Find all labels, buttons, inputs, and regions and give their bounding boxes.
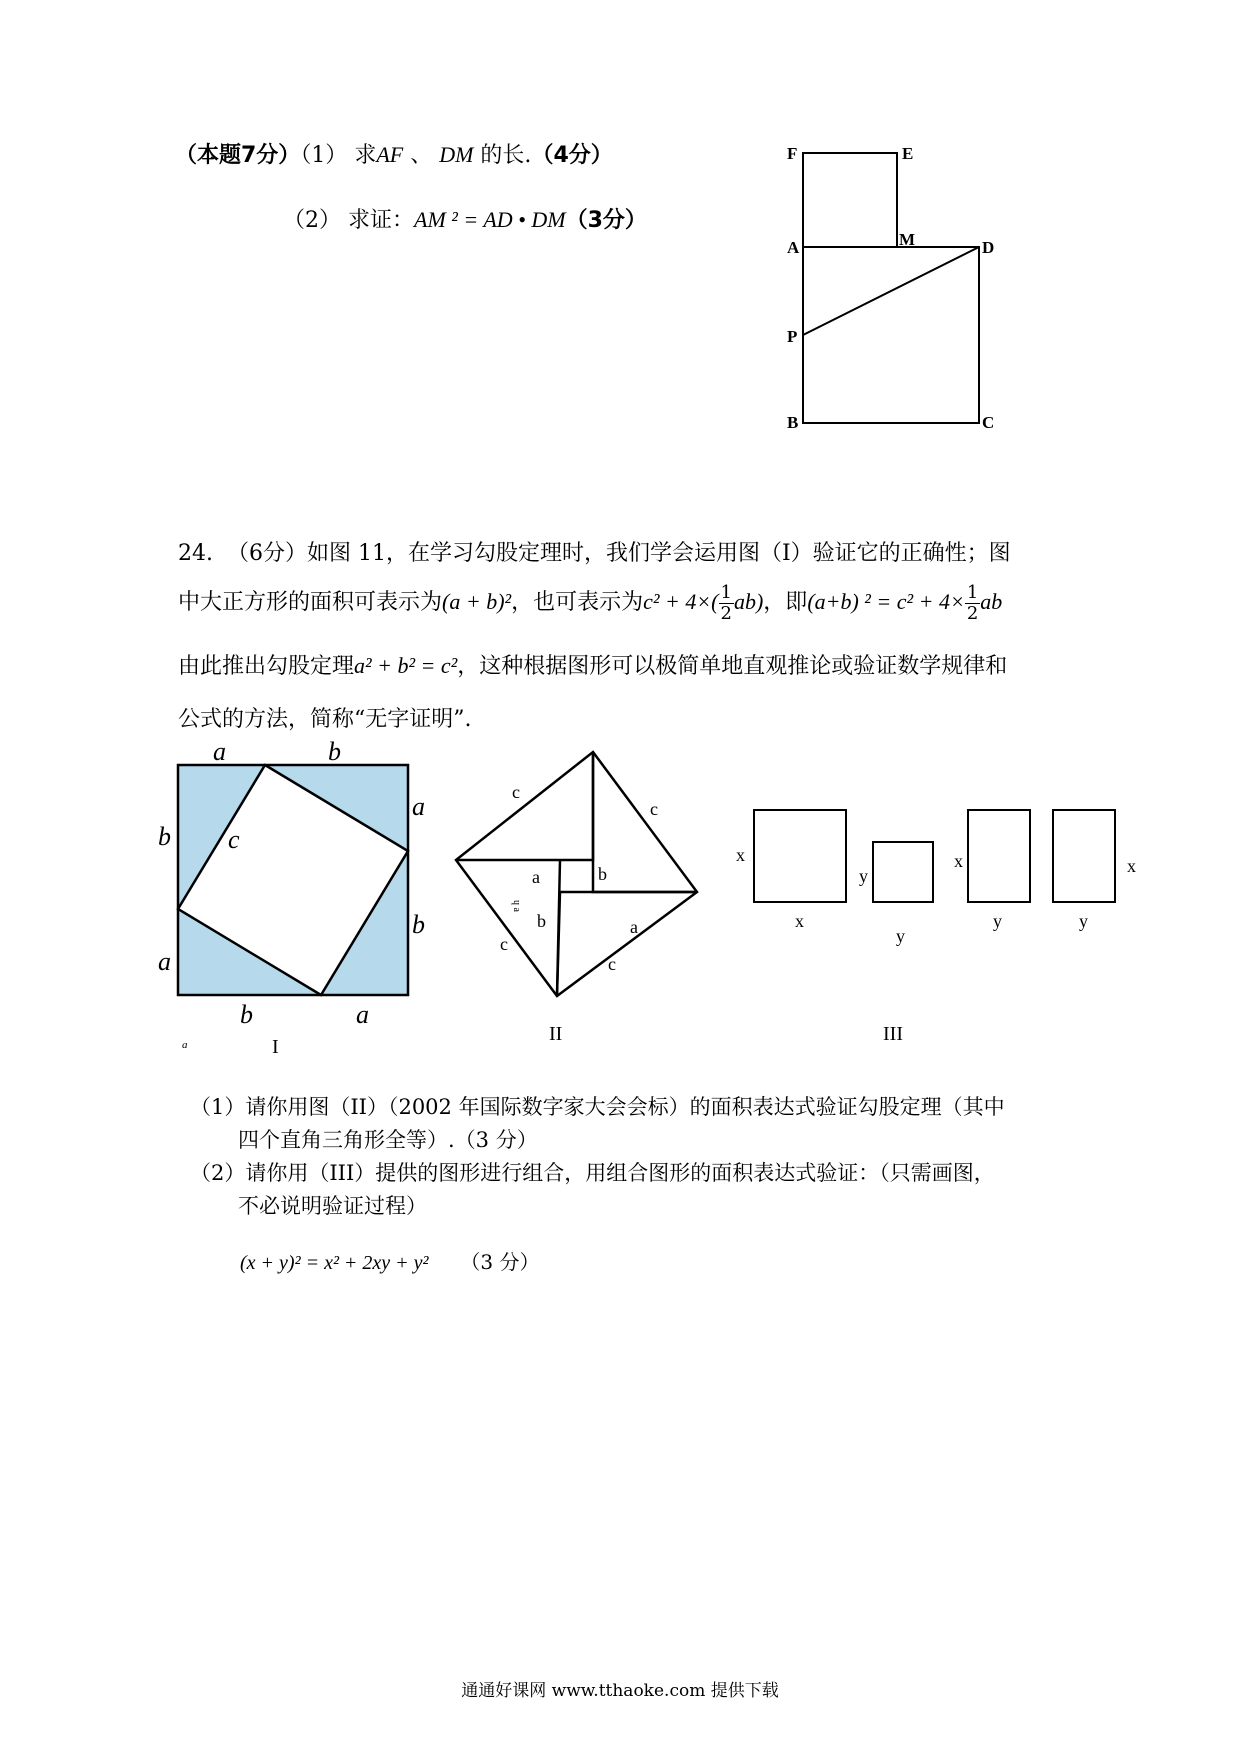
q24-f2b: ab) [733, 589, 764, 614]
rect-xy-1 [968, 810, 1030, 902]
fig2-c3: c [500, 934, 508, 954]
fig3-x3: x [954, 851, 963, 871]
q24-line2-b: ，也可表示为 [511, 590, 644, 615]
fig1-caption: I [272, 1036, 279, 1058]
q24-sub1-num: （1） [190, 1095, 246, 1119]
fig2-small-mark: ɥ a [511, 900, 522, 912]
q23-part1-score: （4分） [531, 143, 613, 168]
q23-part2-num: （2） [283, 208, 341, 233]
rect-xy-2 [1053, 810, 1115, 902]
q23-figure [770, 135, 1010, 435]
fig1-small-a: a [182, 1039, 188, 1051]
q23-part1-tail: 的长. [473, 143, 532, 168]
fig1-top-b: b [328, 740, 341, 766]
fig2-caption: II [549, 1023, 563, 1045]
q24-line3-a: 由此推出勾股定理 [178, 654, 355, 679]
q24-sub1 [190, 1092, 1120, 1123]
fig3-caption: III [883, 1023, 903, 1045]
q24-sub2-num: （2） [190, 1161, 246, 1185]
fig1-right-b: b [412, 910, 425, 939]
q24-sub1-text2: 四个直角三角形全等）.（3 分） [238, 1128, 538, 1152]
q24-line4-text: 公式的方法，简称“无字证明”. [178, 707, 472, 732]
q24-line3-formula: a² + b² = c² [354, 653, 458, 678]
page-footer: 通通好课网 www.tthaoke.com 提供下载 [461, 1681, 779, 1701]
label-P: P [787, 327, 798, 346]
q24-f3b: ab [980, 589, 1003, 614]
square-x [754, 810, 846, 902]
q24-number: 24. [178, 541, 213, 566]
fig1-right-a: a [412, 792, 425, 821]
label-C: C [982, 413, 995, 432]
q24-f1: (a + b)² [442, 589, 512, 614]
q24-sub2 [190, 1158, 1120, 1189]
fig2-c1: c [512, 782, 520, 802]
q24-line2 [178, 580, 1128, 625]
q24-line3-b: ，这种根据图形可以极简单地直观推论或验证数学规律和 [457, 654, 1008, 679]
q24-sub1-text: 请你用图（II）（2002 年国际数字家大会会标）的面积表达式验证勾股定理（其中 [245, 1095, 1005, 1119]
fig3-y3: y [993, 911, 1002, 931]
outer-square [456, 752, 697, 996]
q24-line1 [178, 532, 1128, 576]
fig1-hyp-c: c [228, 825, 240, 854]
q23-sep: 、 [403, 143, 440, 168]
q23-points: （本题7分） [175, 143, 301, 168]
q23-part1-line [175, 138, 613, 169]
fig3-x2: x [795, 911, 804, 931]
q24-score: （6分） [227, 541, 307, 566]
q24-formula-score: （3 分） [460, 1250, 540, 1274]
q24-sub2-text2: 不必说明验证过程） [238, 1194, 427, 1218]
label-M: M [899, 230, 916, 249]
q24-formula: (x + y)² = x² + 2xy + y² [240, 1252, 429, 1274]
q24-fraction-1: $\frac{1}{2}$ [720, 581, 732, 624]
q24-line3 [178, 644, 1128, 689]
fig1-bottom-b: b [240, 1000, 253, 1029]
fig1-top-a: a [213, 740, 226, 766]
segment-pd [803, 247, 979, 335]
q24-f3a: (a+b) ² = c² + 4× [807, 589, 965, 614]
q24-line2-c: ，即 [763, 590, 808, 615]
square-abcd [803, 247, 979, 423]
figure-3 [720, 790, 1170, 1050]
q23-af: AF [376, 142, 404, 167]
label-B: B [787, 413, 799, 432]
q24-sub2-text: 请你用（III）提供的图形进行组合，用组合图形的面积表达式验证：（只需画图， [245, 1161, 995, 1185]
fig3-y4: y [1079, 911, 1088, 931]
q23-part2-formula: AM ² = AD • DM [414, 207, 566, 232]
q24-line1-text: 如图 11，在学习勾股定理时，我们学会运用图（I）验证它的正确性；图 [307, 541, 1011, 566]
fig3-x1: x [736, 845, 745, 865]
label-D: D [982, 238, 995, 257]
fig2-a2: a [630, 917, 638, 937]
q24-line2-a: 中大正方形的面积可表示为 [178, 590, 443, 615]
fig1-left-a: a [158, 947, 171, 976]
fig3-y2: y [896, 926, 905, 946]
q24-sub1-cont [238, 1125, 1168, 1156]
fig2-c2: c [650, 799, 658, 819]
square-afem [803, 153, 897, 247]
fig3-y1: y [859, 866, 868, 886]
q23-part2-line [283, 203, 647, 234]
q23-part1-num: （1） [300, 143, 348, 168]
fig3-x4: x [1127, 856, 1136, 876]
triangle-4-leg [557, 860, 560, 996]
q23-part2-score: （3分） [565, 208, 647, 233]
figure-2 [450, 740, 710, 1060]
q23-dm: DM [439, 142, 474, 167]
figure-1 [150, 740, 450, 1060]
label-F: F [787, 144, 798, 163]
q24-line4 [178, 698, 1128, 742]
fig2-c4: c [608, 954, 616, 974]
label-E: E [902, 144, 914, 163]
q24-fraction-2: $\frac{1}{2}$ [966, 581, 979, 624]
q24-sub2-cont [238, 1191, 1168, 1222]
fig2-b1: b [598, 864, 607, 884]
fig1-left-b: b [158, 822, 171, 851]
q24-f2a: c² + 4×( [643, 589, 719, 614]
fig2-a1: a [532, 867, 540, 887]
fig1-bottom-a: a [356, 1000, 369, 1029]
label-A: A [787, 238, 800, 257]
q23-part2-text: 求证： [348, 208, 415, 233]
fig2-b2: b [537, 911, 546, 931]
square-y [873, 842, 933, 902]
q24-formula-line [240, 1246, 539, 1275]
q23-part1-text: 求 [354, 143, 377, 168]
